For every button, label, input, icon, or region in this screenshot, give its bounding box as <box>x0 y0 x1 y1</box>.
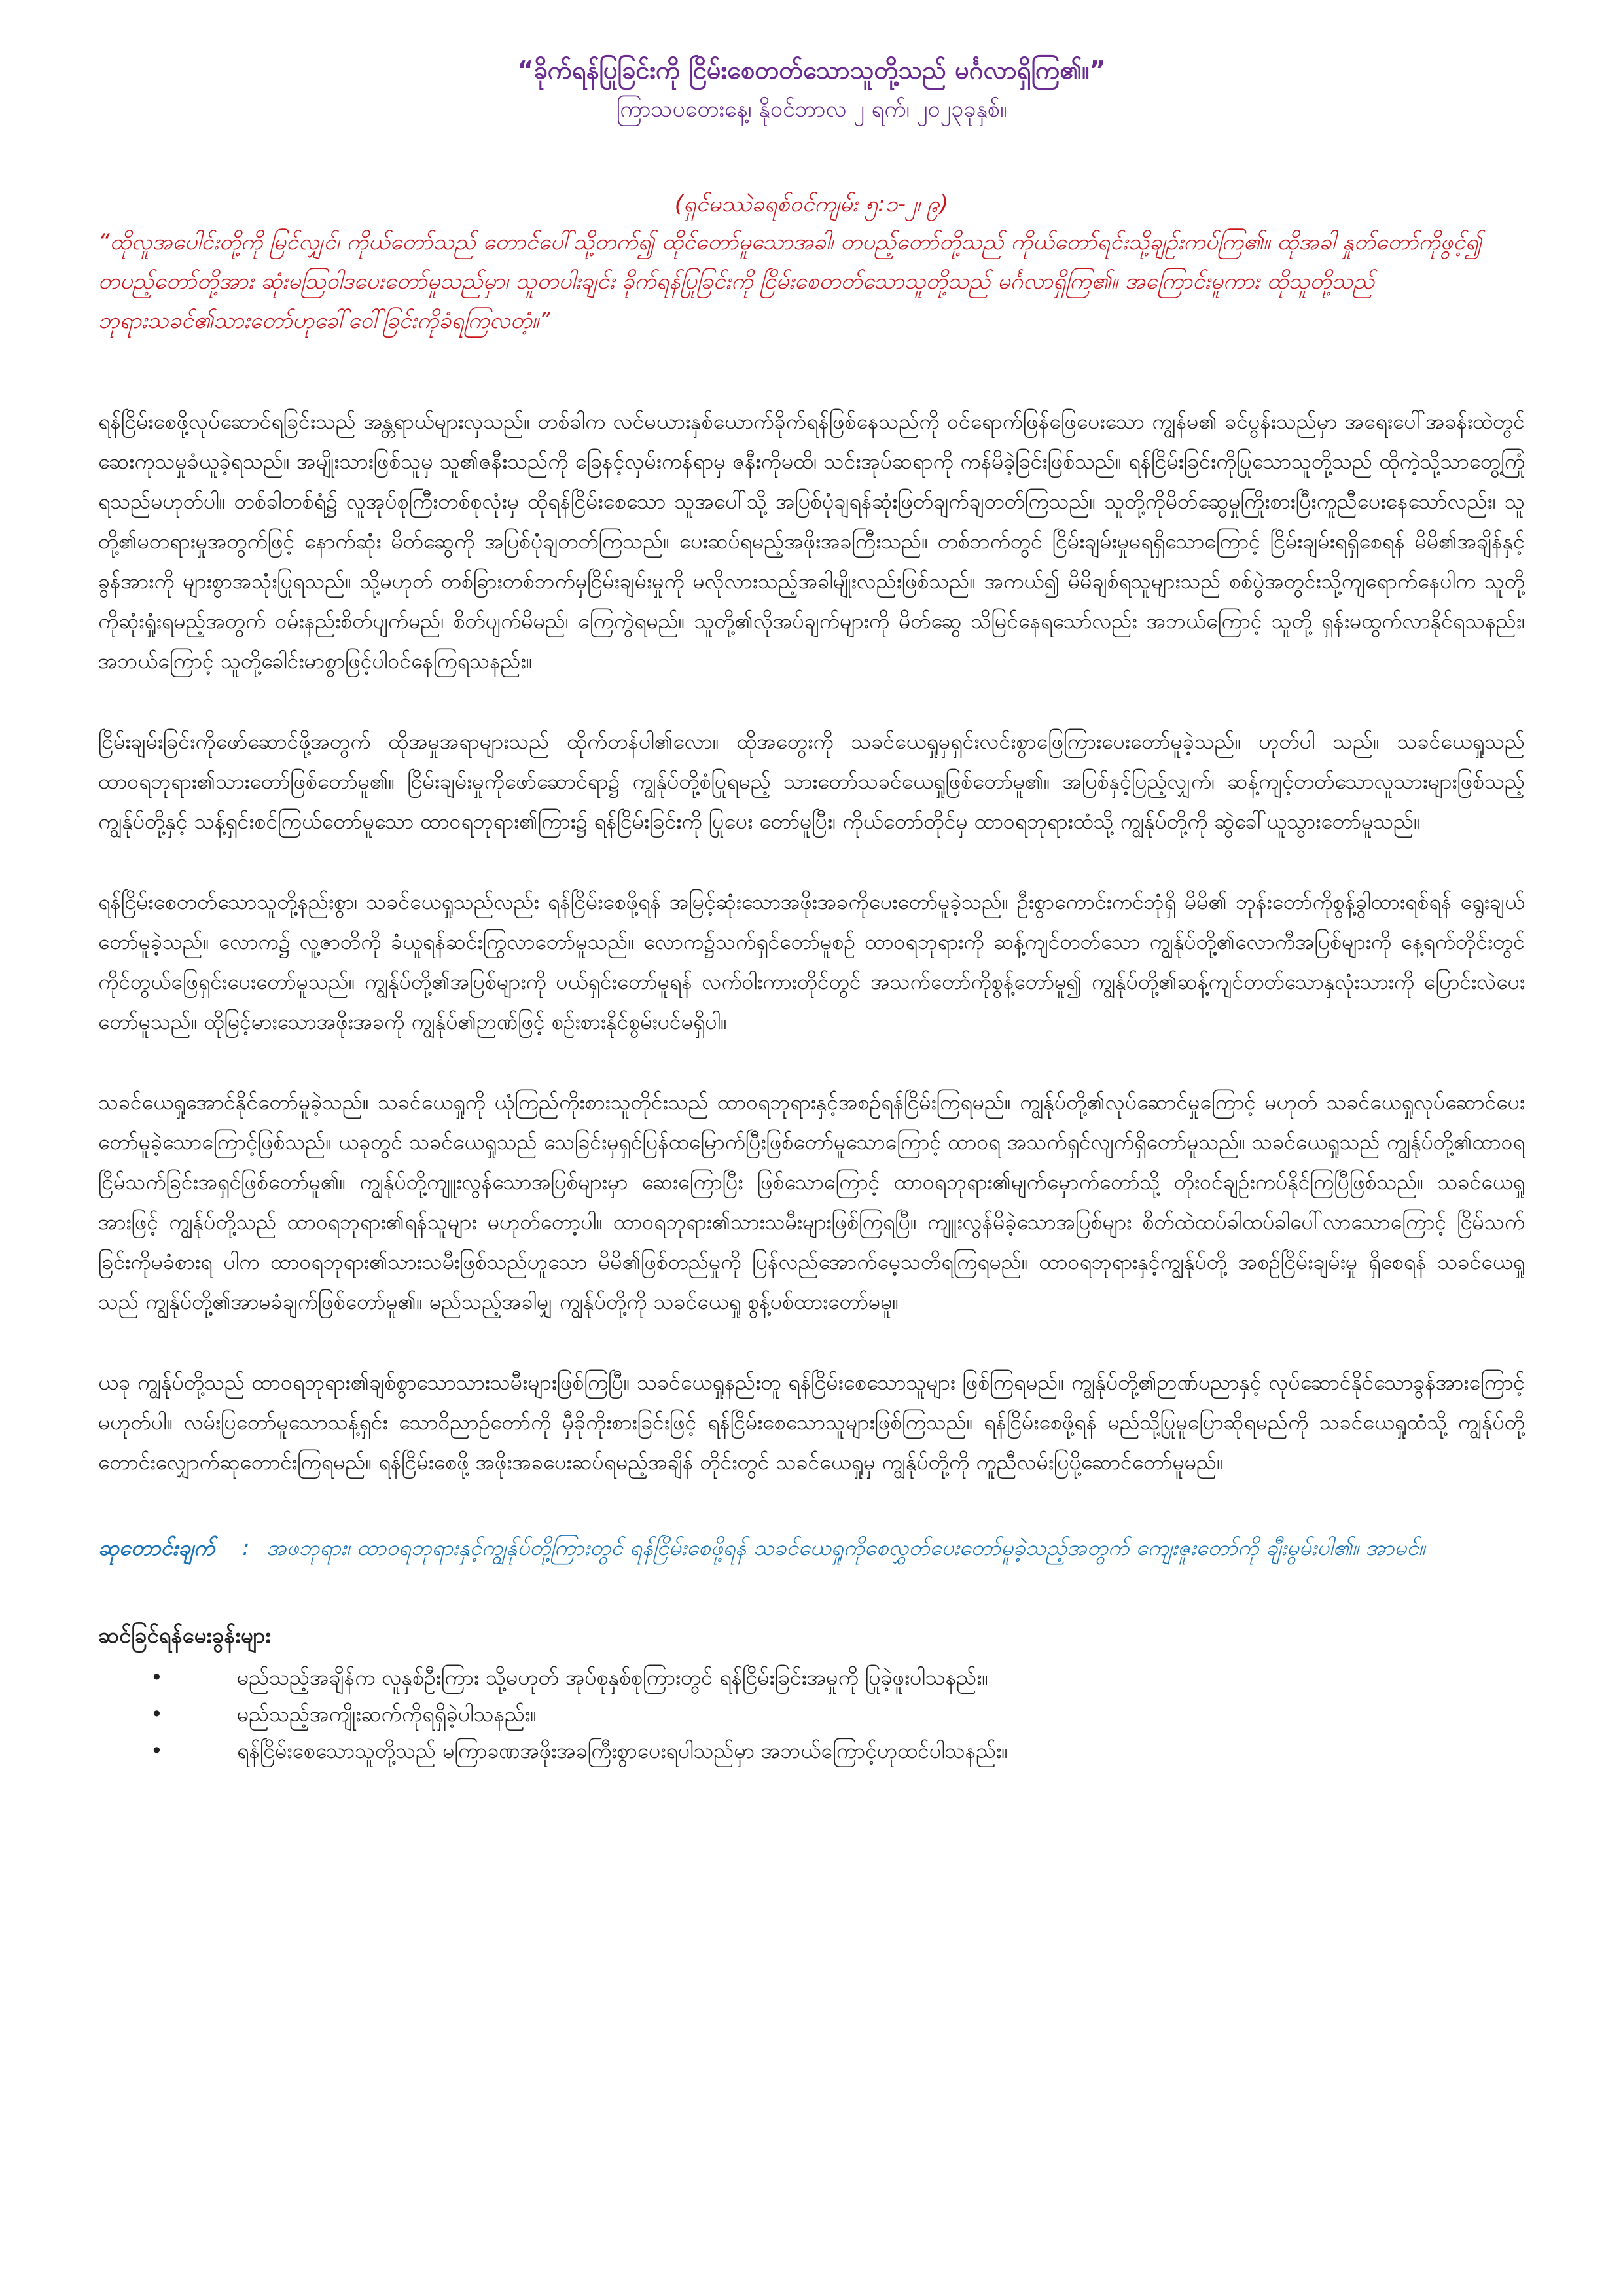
body-paragraph-4: သခင်ယေရှုအောင်နိုင်တော်မူခဲ့သည်။ သခင်ယေရှုကို ယုံကြည်ကိုးစားသူတိုင်းသည် ထာဝရဘုရားနှင့်အစဉ်ရန်ငြိမ်းကြရမည်။ ကျွန်ုပ်တို့၏လုပ်ဆောင်မှုကြောင့် မဟုတ် သခင်ယေရှုလုပ်ဆောင်ပေးတော်မူခဲ့သောကြောင့်ဖြစ်သည်။ ယခုတွင် သခင်ယေရှုသည် သေခြင်းမှရှင်ပြန်ထမြောက်ပြီးဖြစ်တော်မူသောကြောင့် ထာဝရ အသက်ရှင်လျက်ရှိတော်မူသည်။ သခင်ယေရှုသည် ကျွန်ုပ်တို့၏ထာဝရငြိမ်သက်ခြင်းအရှင်ဖြစ်တော်မူ၏။ ကျွန်ုပ်တို့ကျူးလွန်သောအပြစ်များမှာ ဆေးကြောပြီး ဖြစ်သောကြောင့် ထာဝရဘုရား၏မျက်မှောက်တော်သို့ တိုးဝင်ချဉ်းကပ်နိုင်ကြပြီဖြစ်သည်။ သခင်ယေရှုအားဖြင့် ကျွန်ုပ်တို့သည် ထာဝရဘုရား၏ရန်သူများ မဟုတ်တော့ပါ။ ထာဝရဘုရား၏သားသမီးများဖြစ်ကြရပြီ။ ကျူးလွန်မိခဲ့သောအပြစ်များ စိတ်ထဲထပ်ခါထပ်ခါပေါ်လာသောကြောင့် ငြိမ်သက်ခြင်းကိုမခံစားရ ပါက ထာဝရဘုရား၏သားသမီးဖြစ်သည်ဟူသော မိမိ၏ဖြစ်တည်မှုကို ပြန်လည်အောက်မေ့သတိရကြရမည်။ ထာဝရဘုရားနှင့်ကျွန်ုပ်တို့ အစဉ်ငြိမ်းချမ်းမှု ရှိစေရန် သခင်ယေရှုသည် ကျွန်ုပ်တို့၏အာမခံချက်ဖြစ်တော်မူ၏။ မည်သည့်အခါမျှ ကျွန်ုပ်တို့ကို သခင်ယေရှု စွန့်ပစ်ထားတော်မမူ။ <box>98 1090 1525 1314</box>
devotional-page <box>98 52 1525 1769</box>
bullet-icon: • <box>151 1665 163 1690</box>
date-line: ကြာသပတေးနေ့၊ နိုဝင်ဘာလ ၂ ရက်၊ ၂၀၂၃ခုနှစ်။ <box>616 96 1007 122</box>
prayer-text: အဖဘုရား၊ ထာဝရဘုရားနှင့်ကျွန်ုပ်တို့ကြားတွင် ရန်ငြိမ်းစေဖို့ရန် သခင်ယေရှုကိုစေလွှတ်ပေးတော်မူခဲ့သည့်အတွက် ကျေးဇူးတော်ကို ချီးမွမ်းပါ၏။ အာမင်။ <box>266 1535 1425 1560</box>
body-paragraph-2: ငြိမ်းချမ်းခြင်းကိုဖော်ဆောင်ဖို့အတွက် ထိုအမှုအရာများသည် ထိုက်တန်ပါ၏လော။ ထိုအတွေးကို သခင်ယေရှုမှရှင်းလင်းစွာဖြေကြားပေးတော်မူခဲ့သည်။ ဟုတ်ပါ သည်။ သခင်ယေရှုသည် ထာဝရဘုရား၏သားတော်ဖြစ်တော်မူ၏။ ငြိမ်းချမ်းမှုကိုဖော်ဆောင်ရာ၌ ကျွန်ုပ်တို့စံပြုရမည့် သားတော်သခင်ယေရှုဖြစ်တော်မူ၏။ အပြစ်နှင့်ပြည့်လျှက်၊ ဆန့်ကျင့်တတ်သောလူသားများဖြစ်သည့်ကျွန်ုပ်တို့နှင့် သန့်ရှင်းစင်ကြယ်တော်မူသော ထာဝရဘုရား၏ကြား၌ ရန်ငြိမ်းခြင်းကို ပြုပေး တော်မူပြီး၊ ကိုယ်တော်တိုင်မှ ထာဝရဘုရားထံသို့ ကျွန်ုပ်တို့ကို ဆွဲခေါ်ယူသွားတော်မူသည်။ <box>98 729 1525 834</box>
bullet-icon: • <box>151 1702 163 1727</box>
question-item <box>98 1696 1525 1732</box>
question-text: မည်သည့်အကျိုးဆက်ကိုရရှိခဲ့ပါသနည်း။ <box>237 1702 537 1727</box>
question-item <box>98 1659 1525 1696</box>
page-title: “ခိုက်ရန်ပြုခြင်းကို ငြိမ်းစေတတ်သောသူတို့သည် မင်္ဂလာရှိကြ၏။” <box>517 56 1106 84</box>
prayer-separator: : <box>242 1535 250 1560</box>
question-text: ရန်ငြိမ်းစေသောသူတို့သည် မကြာခဏအဖိုးအခကြီးစွာပေးရပါသည်မှာ အဘယ်ကြောင့်ဟုထင်ပါသနည်း။ <box>237 1738 1008 1763</box>
question-item <box>98 1732 1525 1769</box>
scripture-text: “ထိုလူအပေါင်းတို့ကို မြင်လျှင်၊ ကိုယ်တော်သည် တောင်ပေါ်သို့တက်၍ ထိုင်တော်မူသောအခါ၊ တပည့်တော်တို့သည် ကိုယ်တော်ရင်းသို့ချဉ်းကပ်ကြ၏။ ထိုအခါ နှုတ်တော်ကိုဖွင့်၍ တပည့်တော်တို့အား ဆုံးမဩဝါဒပေးတော်မူသည်မှာ၊ သူတပါးချင်း ခိုက်ရန်ပြုခြင်းကို ငြိမ်းစေတတ်သောသူတို့သည် မင်္ဂလာရှိကြ၏။ အကြောင်းမူကား ထိုသူတို့သည် ဘုရားသခင်၏သားတော်ဟုခေါ်ဝေါ်ခြင်းကိုခံရကြလတံ့။” <box>98 229 1482 334</box>
questions-heading: ဆင်ခြင်ရန်မေးခွန်းများ <box>98 1623 271 1648</box>
question-text: မည်သည့်အချိန်က လူနှစ်ဦးကြား သို့မဟုတ် အုပ်စုနှစ်စုကြားတွင် ရန်ငြိမ်းခြင်းအမှုကို ပြုခဲ့ဖူးပါသနည်း။ <box>237 1665 989 1690</box>
bullet-icon: • <box>151 1738 163 1763</box>
scripture-reference: (ရှင်မဿဲခရစ်ဝင်ကျမ်း ၅:၁-၂၊ ၉) <box>674 191 949 217</box>
prayer-label: ဆုတောင်းချက် <box>98 1535 215 1560</box>
body-paragraph-3: ရန်ငြိမ်းစေတတ်သောသူတို့နည်းစွာ၊ သခင်ယေရှုသည်လည်း ရန်ငြိမ်းစေဖို့ရန် အမြင့်ဆုံးသောအဖိုးအခကိုပေးတော်မူခဲ့သည်။ ဦးစွာကောင်းကင်ဘုံရှိ မိမိ၏ ဘုန်းတော်ကိုစွန့်ခွါထားရစ်ရန် ရွေးချယ်တော်မူခဲ့သည်။ လောက၌ လူ့ဇာတိကို ခံယူရန်ဆင်းကြွလာတော်မူသည်။ လောက၌သက်ရှင်တော်မူစဉ် ထာဝရဘုရားကို ဆန့်ကျင်တတ်သော ကျွန်ုပ်တို့၏လောကီအပြစ်များကို နေ့ရက်တိုင်းတွင် ကိုင်တွယ်ဖြေရှင်းပေးတော်မူသည်။ ကျွန်ုပ်တို့၏အပြစ်များကို ပယ်ရှင်းတော်မူရန် လက်ဝါးကားတိုင်တွင် အသက်တော်ကိုစွန့်တော်မူ၍ ကျွန်ုပ်တို့၏ဆန့်ကျင်တတ်သောနှလုံးသားကို ပြောင်းလဲပေးတော်မူသည်။ ထိုမြင့်မားသောအဖိုးအခကို ကျွန်ုပ်၏ဉာဏ်ဖြင့် စဉ်းစားနိုင်စွမ်းပင်မရှိပါ။ <box>98 889 1525 1034</box>
prayer-block <box>98 1528 1525 1568</box>
questions-list <box>98 1659 1525 1769</box>
body-paragraph-1: ရန်ငြိမ်းစေဖို့လုပ်ဆောင်ရခြင်းသည် အန္တရာယ်များလှသည်။ တစ်ခါက လင်မယားနှစ်ယောက်ခိုက်ရန်ဖြစ်နေသည်ကို ဝင်ရောက်ဖြန်ဖြေပေးသော ကျွန်မ၏ ခင်ပွန်းသည်မှာ အရေးပေါ်အခန်းထဲတွင် ဆေးကုသမှုခံယူခဲ့ရသည်။ အမျိုးသားဖြစ်သူမှ သူ၏ဇနီးသည်ကို ခြေနင့်လှမ်းကန်ရာမှ ဇနီးကိုမထိ၊ သင်းအုပ်ဆရာကို ကန်မိခဲ့ခြင်းဖြစ်သည်။ ရန်ငြိမ်းခြင်းကိုပြုသောသူတို့သည် ထိုကဲ့သို့သာတွေ့ကြုံရသည်မဟုတ်ပါ။ တစ်ခါတစ်ရံ၌ လူအုပ်စုကြီးတစ်စုလုံးမှ ထိုရန်ငြိမ်းစေသော သူအပေါ်သို့ အပြစ်ပုံချရန်ဆုံးဖြတ်ချက်ချတတ်ကြသည်။ သူတို့ကိုမိတ်ဆွေမှုကြိုးစားပြီးကူညီပေးနေသော်လည်း၊ သူတို့၏မတရားမှုအတွက်ဖြင့် နောက်ဆုံး မိတ်ဆွေကို အပြစ်ပုံချတတ်ကြသည်။ ပေးဆပ်ရမည့်အဖိုးအခကြီးသည်။ တစ်ဘက်တွင် ငြိမ်းချမ်းမှုမရရှိသောကြောင့် ငြိမ်းချမ်းရရှိစေရန် မိမိ၏အချိန်နှင့် ခွန်အားကို များစွာအသုံးပြုရသည်။ သို့မဟုတ် တစ်ခြားတစ်ဘက်မှငြိမ်းချမ်းမှုကို မလိုလားသည့်အခါမျိုးလည်းဖြစ်သည်။ အကယ်၍ မိမိချစ်ရသူများသည် စစ်ပွဲအတွင်းသို့ကျရောက်နေပါက သူတို့ကိုဆုံးရှုံးရမည့်အတွက် ဝမ်းနည်းစိတ်ပျက်မည်၊ စိတ်ပျက်မိမည်၊ ကြေကွဲရမည်။ သူတို့၏လိုအပ်ချက်များကို မိတ်ဆွေ သိမြင်နေရသော်လည်း အဘယ်ကြောင့် သူတို့ ရှန်းမထွက်လာနိုင်ရသနည်း၊ အဘယ်ကြောင့် သူတို့ခေါင်းမာစွာဖြင့်ပါဝင်နေကြရသနည်း။ <box>98 409 1525 673</box>
body-paragraph-5: ယခု ကျွန်ုပ်တို့သည် ထာဝရဘုရား၏ချစ်စွာသောသားသမီးများဖြစ်ကြပြီ။ သခင်ယေရှုနည်းတူ ရန်ငြိမ်းစေသောသူများ ဖြစ်ကြရမည်။ ကျွန်ုပ်တို့၏ဉာဏ်ပညာနှင့် လုပ်ဆောင်နိုင်သောခွန်အားကြောင့်မဟုတ်ပါ။ လမ်းပြတော်မူသောသန့်ရှင်း သောဝိညာဉ်တော်ကို မှီခိုကိုးစားခြင်းဖြင့် ရန်ငြိမ်းစေသောသူများဖြစ်ကြသည်။ ရန်ငြိမ်းစေဖို့ရန် မည်သို့ပြုမူပြောဆိုရမည်ကို သခင်ယေရှုထံသို့ ကျွန်ုပ်တို့တောင်းလျှောက်ဆုတောင်းကြရမည်။ ရန်ငြိမ်းစေဖို့ အဖိုးအခပေးဆပ်ရမည့်အချိန် တိုင်းတွင် သခင်ယေရှုမှ ကျွန်ုပ်တို့ကို ကူညီလမ်းပြပို့ဆောင်တော်မူမည်။ <box>98 1370 1525 1475</box>
